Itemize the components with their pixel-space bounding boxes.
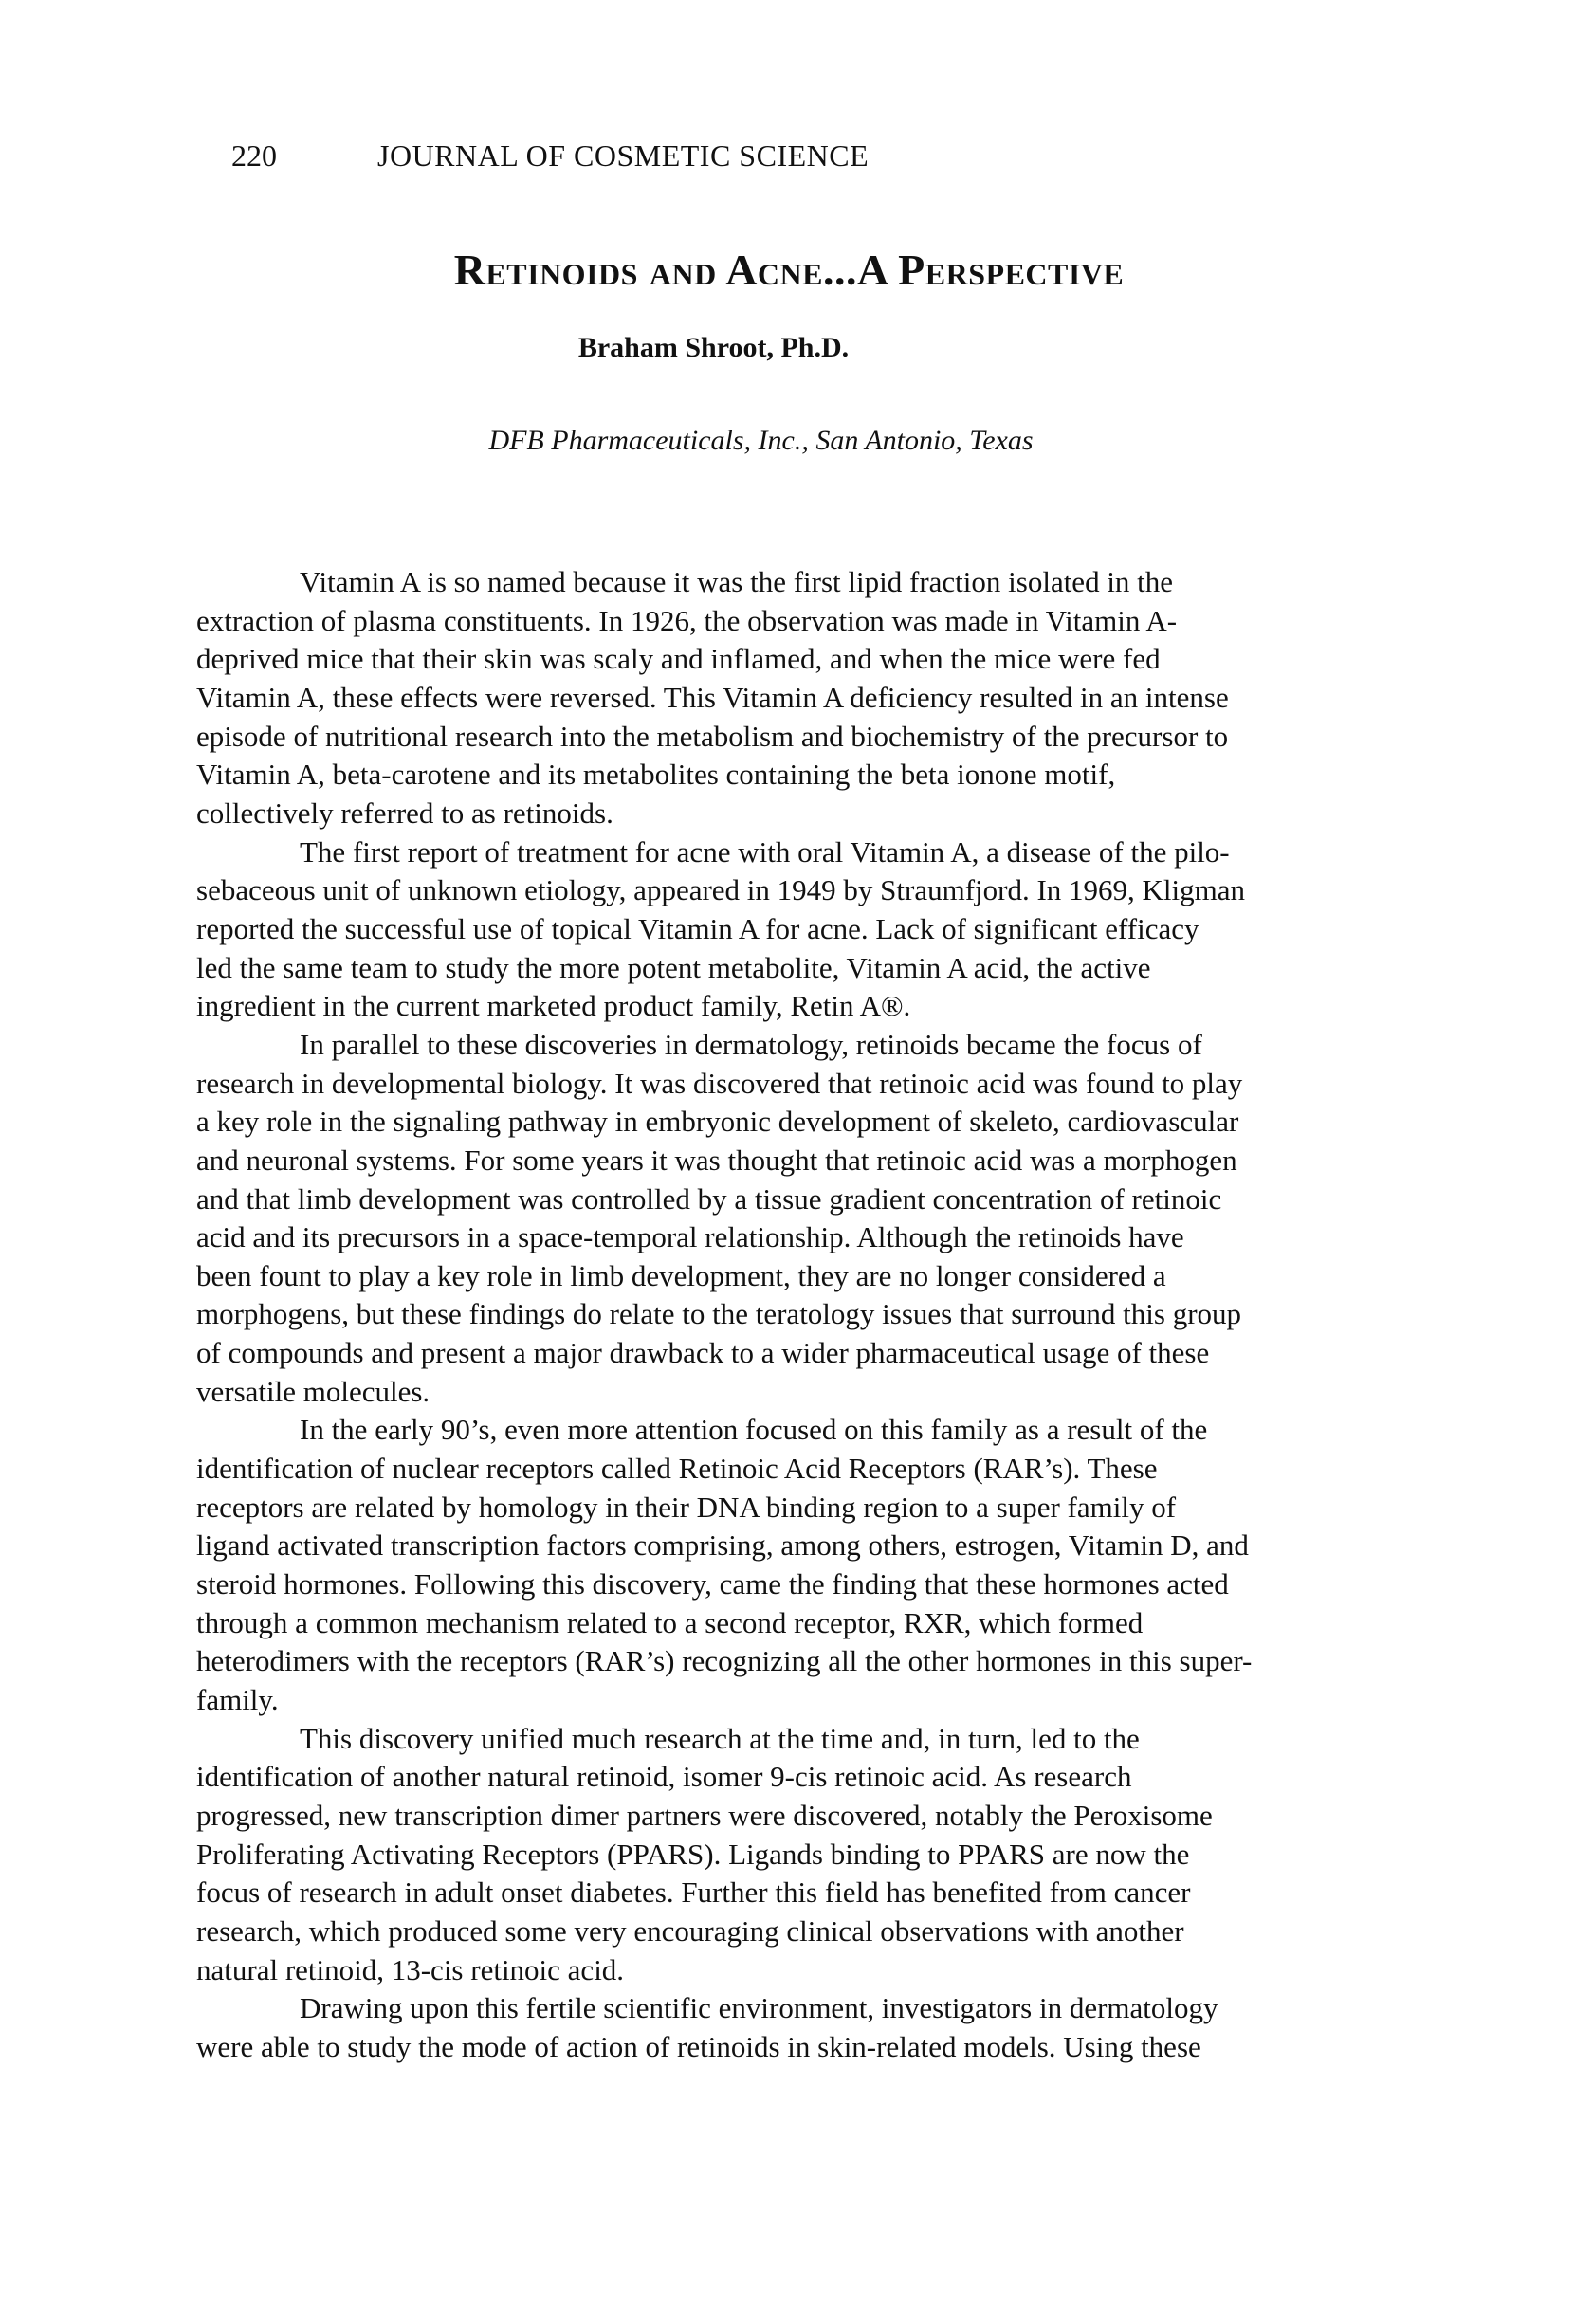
text-line: were able to study the mode of action of retinoids in skin-related models. Using these bbox=[196, 2029, 1201, 2063]
text-line: focus of research in adult onset diabetes. Further this field has benefited from cancer bbox=[196, 1876, 1191, 1910]
text-line: led the same team to study the more potent metabolite, Vitamin A acid, the active bbox=[196, 950, 1151, 984]
affiliation: DFB Pharmaceuticals, Inc., San Antonio, Texas bbox=[488, 425, 1034, 456]
paragraph bbox=[196, 1411, 1410, 1719]
text-line: morphogens, but these findings do relate to the teratology issues that surround this group bbox=[196, 1297, 1242, 1331]
text-line: In the early 90’s, even more attention focused on this family as a result of the bbox=[300, 1413, 1208, 1447]
text-line: identification of nuclear receptors called Retinoic Acid Receptors (RAR’s). These bbox=[196, 1452, 1158, 1486]
paragraph bbox=[196, 1026, 1410, 1412]
text-line: through a common mechanism related to a second receptor, RXR, which formed bbox=[196, 1605, 1144, 1639]
text-line: This discovery unified much research at the time and, in turn, led to the bbox=[300, 1721, 1140, 1755]
text-line: and that limb development was controlled by a tissue gradient concentration of retinoic bbox=[196, 1181, 1222, 1216]
text-line: Proliferating Activating Receptors (PPARS). Ligands binding to PPARS are now the bbox=[196, 1837, 1190, 1871]
text-line: heterodimers with the receptors (RAR’s) recognizing all the other hormones in this super- bbox=[196, 1644, 1253, 1678]
text-line: of compounds and present a major drawback to a wider pharmaceutical usage of these bbox=[196, 1336, 1210, 1370]
text-line: deprived mice that their skin was scaly and inflamed, and when the mice were fed bbox=[196, 642, 1161, 676]
text-line: been fount to play a key role in limb development, they are no longer considered a bbox=[196, 1258, 1166, 1292]
text-line: ingredient in the current marketed product family, Retin A®. bbox=[196, 989, 911, 1023]
text-line: sebaceous unit of unknown etiology, appeared in 1949 by Straumfjord. In 1969, Kligman bbox=[196, 873, 1246, 907]
text-line: acid and its precursors in a space-temporal relationship. Although the retinoids have bbox=[196, 1220, 1184, 1254]
text-line: extraction of plasma constituents. In 1926, the observation was made in Vitamin A- bbox=[196, 603, 1178, 637]
text-line: Vitamin A, beta-carotene and its metabolites containing the beta ionone motif, bbox=[196, 758, 1116, 792]
text-line: Vitamin A is so named because it was the first lipid fraction isolated in the bbox=[300, 565, 1174, 598]
text-line: collectively referred to as retinoids. bbox=[196, 796, 613, 830]
text-line: a key role in the signaling pathway in embryonic development of skeleto, cardiovascular bbox=[196, 1105, 1239, 1139]
text-line: family. bbox=[196, 1683, 279, 1717]
article-title: Retinoids and Acne...A Perspective bbox=[453, 246, 1125, 294]
running-head: JOURNAL OF COSMETIC SCIENCE bbox=[377, 138, 870, 173]
text-line: and neuronal systems. For some years it was thought that retinoic acid was a morphogen bbox=[196, 1143, 1237, 1177]
text-line: steroid hormones. Following this discovery, came the finding that these hormones acted bbox=[196, 1567, 1229, 1601]
text-line: The first report of treatment for acne with oral Vitamin A, a disease of the pilo- bbox=[300, 834, 1230, 869]
text-line: research, which produced some very encouraging clinical observations with another bbox=[196, 1913, 1184, 1948]
text-line: progressed, new transcription dimer partners were discovered, notably the Peroxisome bbox=[196, 1799, 1213, 1832]
text-line: research in developmental biology. It was discovered that retinoic acid was found to play bbox=[196, 1066, 1243, 1100]
text-line: versatile molecules. bbox=[196, 1374, 430, 1408]
text-line: ligand activated transcription factors comprising, among others, estrogen, Vitamin D, and bbox=[196, 1528, 1249, 1563]
paragraph bbox=[196, 563, 1410, 833]
paragraph bbox=[196, 1720, 1410, 1990]
text-line: episode of nutritional research into the metabolism and biochemistry of the precursor to bbox=[196, 719, 1229, 753]
text-line: In parallel to these discoveries in dermatology, retinoids became the focus of bbox=[300, 1027, 1202, 1061]
body-text bbox=[196, 563, 1410, 2067]
page-number: 220 bbox=[231, 138, 277, 173]
text-line: receptors are related by homology in their DNA binding region to a super family of bbox=[196, 1490, 1177, 1524]
text-line: reported the successful use of topical Vitamin A for acne. Lack of significant efficacy bbox=[196, 911, 1199, 945]
text-line: Vitamin A, these effects were reversed. This Vitamin A deficiency resulted in an intense bbox=[196, 680, 1229, 714]
paragraph bbox=[196, 833, 1410, 1026]
text-line: natural retinoid, 13-cis retinoic acid. bbox=[196, 1952, 625, 1986]
text-line: identification of another natural retinoid, isomer 9-cis retinoic acid. As research bbox=[196, 1760, 1132, 1794]
author: Braham Shroot, Ph.D. bbox=[577, 332, 850, 363]
text-line: Drawing upon this fertile scientific environment, investigators in dermatology bbox=[300, 1991, 1218, 2025]
paragraph bbox=[196, 1989, 1410, 2066]
